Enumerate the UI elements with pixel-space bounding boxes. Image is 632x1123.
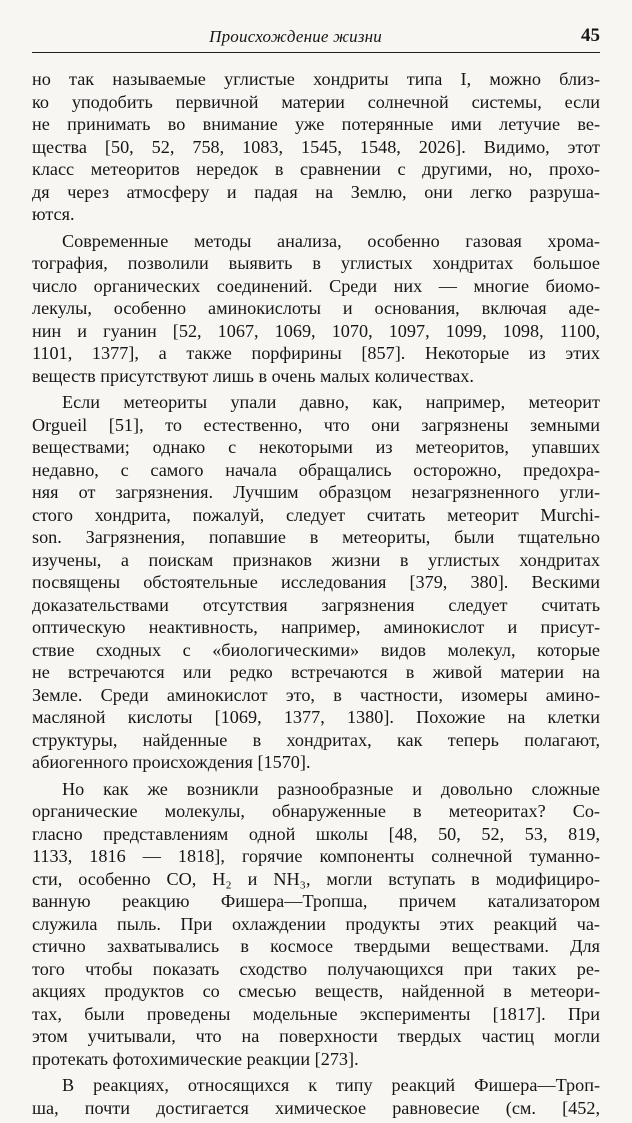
text-line: веществами; однако с некоторыми из метеоритов, упавших [32, 437, 600, 457]
text-line: веществ присутствуют лишь в очень малых количествах. [32, 365, 474, 386]
text-line: доказательствами отсутствия загрязнения следует считать [32, 594, 600, 615]
text-line: son. Загрязнения, попавшие в метеориты, были тщательно [32, 527, 600, 547]
text-line: Современные методы анализа, особенно газовая хрома- [62, 230, 600, 251]
text-line: гласно представлениям одной школы [48, 50, 52, 53, 819, [32, 823, 600, 844]
text-line: недавно, с самого начала обращались осторожно, предохра- [32, 459, 600, 480]
text-line: не принимать во внимание уже потерянные ими летучие ве- [32, 114, 600, 134]
text-line: органические молекулы, обнаруженные в метеоритах? Со- [32, 801, 600, 821]
text-line: щества [50, 52, 758, 1083, 1545, 1548, 2026]. Видимо, этот [32, 136, 600, 157]
text-line: служила пыль. При охлаждении продукты этих реакций ча- [32, 913, 600, 934]
text-line: 1101, 1377], а также порфирины [857]. Некоторые из этих [32, 343, 600, 363]
text-line: Если метеориты упали давно, как, например, метеорит [62, 392, 600, 412]
text-line: 1133, 1816 — 1818], горячие компоненты солнечной туманно- [32, 846, 600, 866]
text-line: нин и гуанин [52, 1067, 1069, 1070, 1097, 1099, 1098, 1100, [32, 320, 600, 341]
text-line: протекать фотохимические реакции [273]. [32, 1048, 359, 1069]
body-text [32, 68, 600, 1123]
text-line: изучены, а поискам признаков жизни в углистых хондритах [32, 549, 600, 570]
paragraph [32, 68, 600, 226]
paragraph [32, 778, 600, 1071]
text-line: класс метеоритов нередок в сравнении с другими, но, прохо- [32, 159, 600, 179]
text-line: структуры, найденные в хондритах, как теперь полагают, [32, 729, 600, 750]
text-line: того чтобы показать сходство получающихся при таких ре- [32, 958, 600, 979]
paragraph [32, 391, 600, 774]
text-line: В реакциях, относящихся к типу реакций Фишера—Троп- [62, 1075, 600, 1095]
text-line: оптическую неактивность, например, аминокислот и присут- [32, 617, 600, 637]
text-line: этом учитывали, что на поверхности твердых частиц могли [32, 1026, 600, 1046]
text-line: абиогенного происхождения [1570]. [32, 752, 311, 772]
text-line: не встречаются или редко встречаются в живой материи на [32, 662, 600, 682]
text-line: Но как же возникли разнообразные и довольно сложные [62, 778, 600, 799]
text-line: няя от загрязнения. Лучшим образцом незагрязненного угли- [32, 482, 600, 502]
text-line: сти, особенно CO, H₂ и NH₃, могли вступать в модифициро- [32, 868, 600, 889]
paragraph [32, 1074, 600, 1119]
text-line: число органических соединений. Среди них — многие биомо- [32, 275, 600, 296]
text-line: стого хондрита, пожалуй, следует считать метеорит Murchi- [32, 504, 600, 525]
text-line: ствие сходных с «биологическими» видов молекул, которые [32, 639, 600, 660]
text-line: масляной кислоты [1069, 1377, 1380]. Похожие на клетки [32, 707, 600, 727]
text-line: дя через атмосферу и падая на Землю, они легко разруша- [32, 181, 600, 202]
text-line: тография, позволили выявить в углистых хондритах большое [32, 253, 600, 273]
text-line: тах, были проведены модельные эксперименты [1817]. При [32, 1003, 600, 1024]
paragraph [32, 230, 600, 388]
text-line: акциях продуктов со смесью веществ, найденной в метеори- [32, 981, 600, 1001]
text-line: но так называемые углистые хондриты типа I, можно близ- [32, 69, 600, 89]
text-line: Земле. Среди аминокислот это, в частности, изомеры амино- [32, 684, 600, 705]
text-line: Orgueil [51], то естественно, что они загрязнены земными [32, 414, 600, 435]
text-line: ются. [32, 204, 75, 224]
page-header [32, 22, 600, 53]
text-line: ша, почти достигается химическое равновесие (см. [452, [32, 1097, 600, 1118]
running-title: Происхождение жизни [209, 27, 382, 46]
text-line: стично захватывались в космосе твердыми веществами. Для [32, 936, 600, 956]
page-number: 45 [581, 25, 600, 46]
text-line: лекулы, особенно аминокислоты и основания, включая аде- [32, 298, 600, 318]
text-line: ко уподобить первичной материи солнечной системы, если [32, 91, 600, 112]
text-line: ванную реакцию Фишера—Тропша, причем катализатором [32, 891, 600, 911]
text-line: посвящены обстоятельные исследования [379, 380]. Вескими [32, 572, 600, 592]
